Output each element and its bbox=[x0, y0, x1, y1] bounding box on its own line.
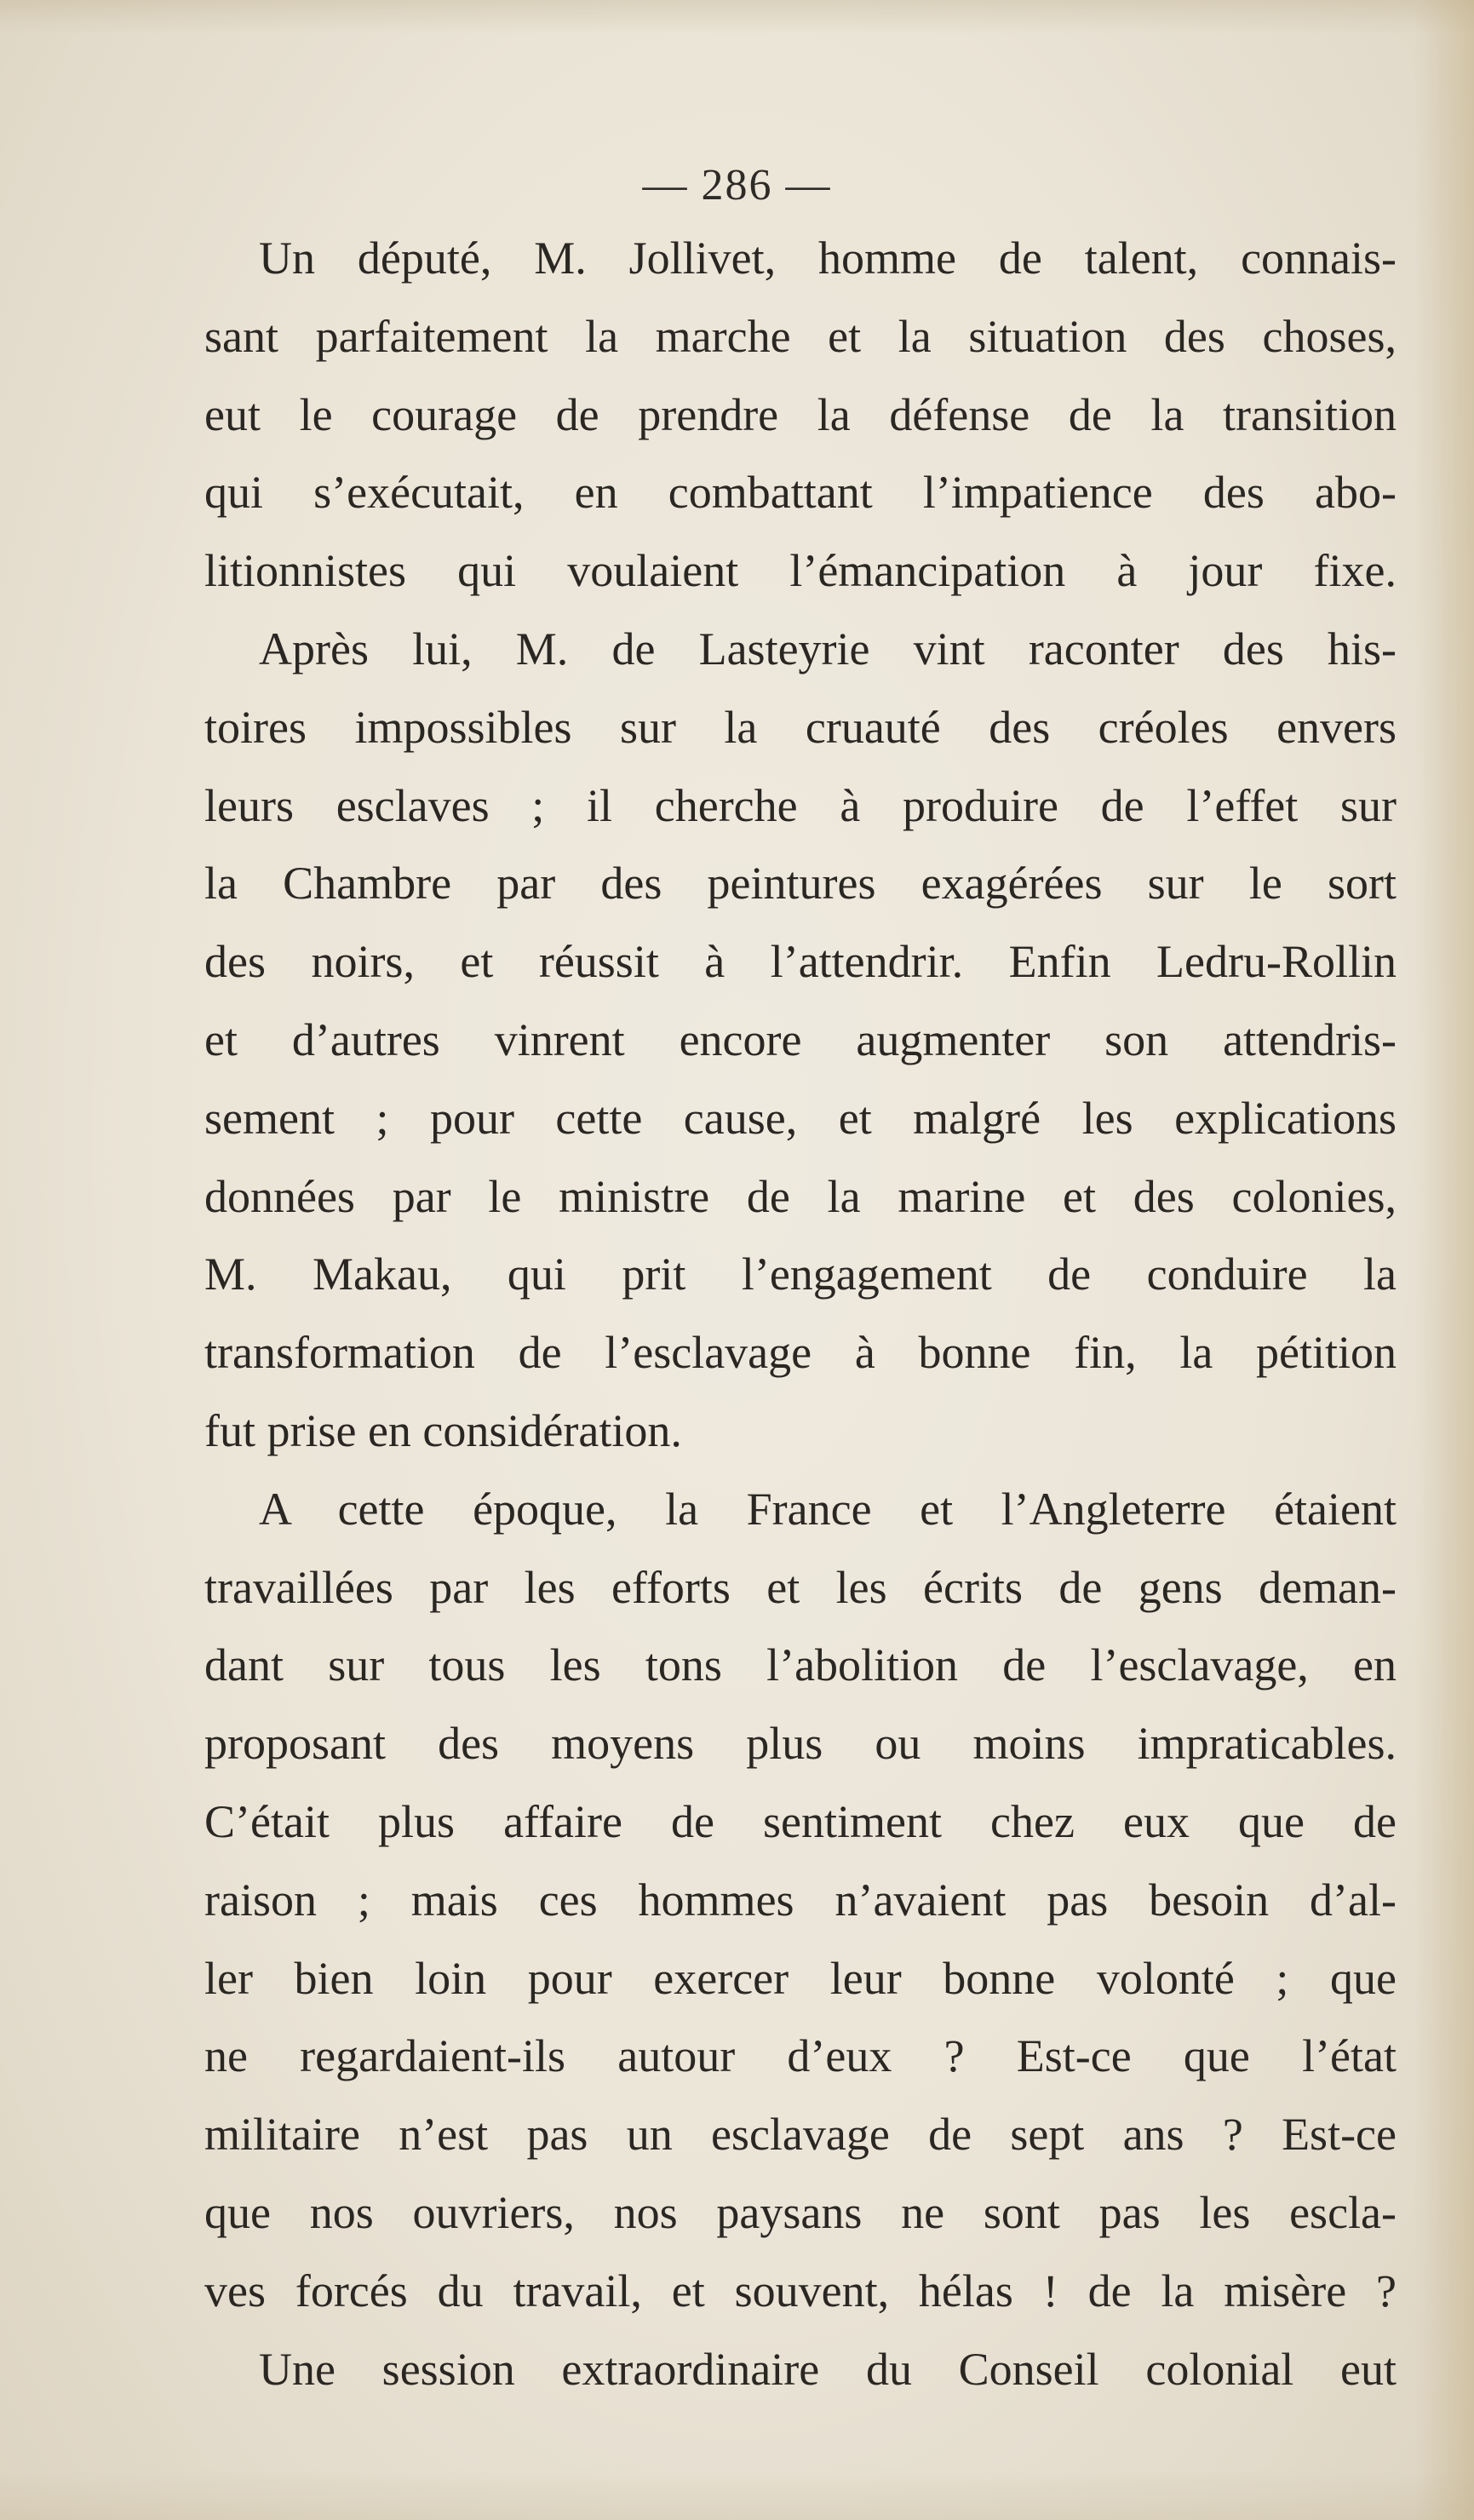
text-line: des noirs, et réussit à l’attendrir. Enfin Ledru-Rollin bbox=[204, 936, 1397, 988]
text-line: eut le courage de prendre la défense de la transition bbox=[204, 388, 1397, 440]
page-edge-shading bbox=[1414, 0, 1474, 2520]
page-number: — 286 — bbox=[642, 161, 832, 210]
text-line: Un député, M. Jollivet, homme de talent, connais- bbox=[259, 232, 1397, 284]
text-line: M. Makau, qui prit l’engagement de conduire la bbox=[204, 1249, 1397, 1300]
body-text bbox=[204, 220, 1397, 2408]
text-line: dant sur tous les tons l’abolition de l’esclavage, en bbox=[204, 1639, 1397, 1691]
text-line: sant parfaitement la marche et la situation des choses, bbox=[204, 310, 1397, 362]
text-line: A cette époque, la France et l’Angleterre étaient bbox=[259, 1483, 1397, 1535]
text-line: ler bien loin pour exercer leur bonne volonté ; que bbox=[204, 1952, 1397, 2004]
text-line: fut prise en considération. bbox=[204, 1404, 682, 1456]
text-line: Une session extraordinaire du Conseil colonial eut bbox=[259, 2343, 1397, 2395]
text-line: qui s’exécutait, en combattant l’impatience des abo- bbox=[204, 467, 1397, 519]
text-line: proposant des moyens plus ou moins impraticables. bbox=[204, 1718, 1397, 1770]
text-line: raison ; mais ces hommes n’avaient pas besoin d’al- bbox=[204, 1874, 1397, 1926]
page-top-shading bbox=[0, 0, 1474, 34]
text-line: toires impossibles sur la cruauté des créoles envers bbox=[204, 701, 1397, 753]
text-line: transformation de l’esclavage à bonne fin, la pétition bbox=[204, 1327, 1397, 1379]
text-line: C’était plus affaire de sentiment chez eux que de bbox=[204, 1795, 1397, 1847]
text-line: ves forcés du travail, et souvent, hélas ! de la misère ? bbox=[204, 2265, 1397, 2316]
text-line: militaire n’est pas un esclavage de sept ans ? Est-ce bbox=[204, 2109, 1397, 2161]
text-line: travaillées par les efforts et les écrits de gens deman- bbox=[204, 1561, 1397, 1613]
page-bottom-shading bbox=[0, 2469, 1474, 2520]
text-line: leurs esclaves ; il cherche à produire de l’effet sur bbox=[204, 779, 1397, 831]
text-line: Après lui, M. de Lasteyrie vint raconter des his- bbox=[259, 623, 1397, 674]
text-line: données par le ministre de la marine et des colonies, bbox=[204, 1170, 1397, 1222]
text-line: litionnistes qui voulaient l’émancipation à jour fixe. bbox=[204, 545, 1397, 597]
text-line: que nos ouvriers, nos paysans ne sont pas les escla- bbox=[204, 2186, 1397, 2238]
text-line: la Chambre par des peintures exagérées sur le sort bbox=[204, 858, 1397, 910]
text-line: et d’autres vinrent encore augmenter son attendris- bbox=[204, 1013, 1397, 1065]
text-line: sement ; pour cette cause, et malgré les explications bbox=[204, 1092, 1397, 1144]
text-line: ne regardaient-ils autour d’eux ? Est-ce que l’état bbox=[204, 2030, 1397, 2082]
